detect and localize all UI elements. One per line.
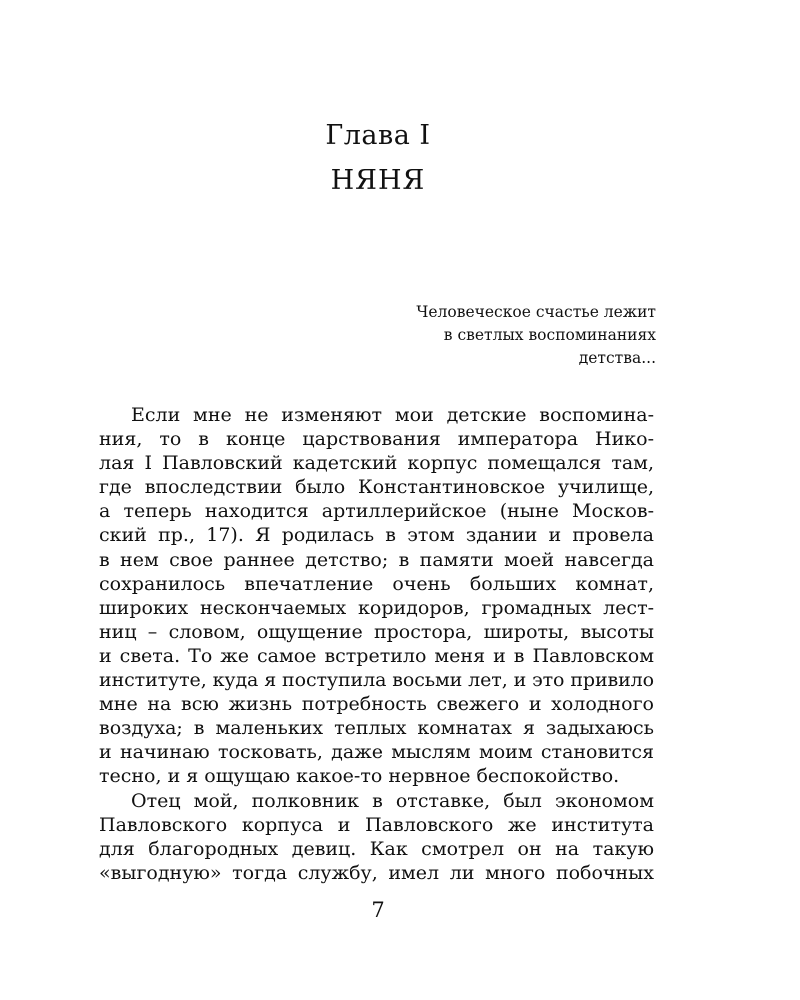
page-number: 7 [371, 898, 385, 922]
epigraph-line: детства... [578, 349, 656, 367]
text-line: воздуха; в маленьких теплых комнатах я задыхаюсь [99, 717, 654, 740]
text-line: Павловского корпуса и Павловского же института [99, 813, 654, 836]
text-line: и света. То же самое встретило меня и в Павловском [99, 644, 654, 667]
text-line: ский пр., 17). Я родилась в этом здании и провела [99, 524, 654, 547]
epigraph [416, 301, 656, 370]
text-line: сохранилось впечатление очень больших комнат, [99, 572, 654, 595]
text-line: ниц – словом, ощущение простора, широты, высоты [99, 620, 654, 643]
text-line: Отец мой, полковник в отставке, был экономом [131, 789, 654, 812]
body-text [99, 403, 654, 885]
text-line: мне на всю жизнь потребность свежего и холодного [99, 693, 654, 716]
text-line: а теперь находится артиллерийское (ныне Москов- [99, 500, 654, 523]
text-line: «выгодную» тогда службу, имел ли много побочных [99, 861, 654, 884]
epigraph-line: Человеческое счастье лежит [416, 303, 656, 321]
chapter-title: Глава I [325, 120, 431, 151]
text-line: ния, то в конце царствования императора Нико- [99, 428, 654, 451]
epigraph-line: в светлых воспоминаниях [443, 326, 656, 344]
chapter-subtitle: НЯНЯ [330, 165, 426, 196]
text-line: для благородных девиц. Как смотрел он на такую [99, 837, 654, 860]
text-line: тесно, и я ощущаю какое-то нервное беспокойство. [99, 765, 620, 788]
text-line: институте, куда я поступила восьми лет, и это привило [99, 669, 654, 692]
text-line: где впоследствии было Константиновское училище, [99, 476, 654, 499]
text-line: лая I Павловский кадетский корпус помещался там, [99, 452, 654, 475]
text-line: Если мне не изменяют мои детские воспомина- [131, 404, 654, 426]
text-line: и начинаю тосковать, даже мыслям моим становится [99, 741, 654, 764]
text-line: широких нескончаемых коридоров, громадных лест- [99, 596, 654, 619]
text-line: в нем свое раннее детство; в памяти моей навсегда [99, 548, 654, 571]
